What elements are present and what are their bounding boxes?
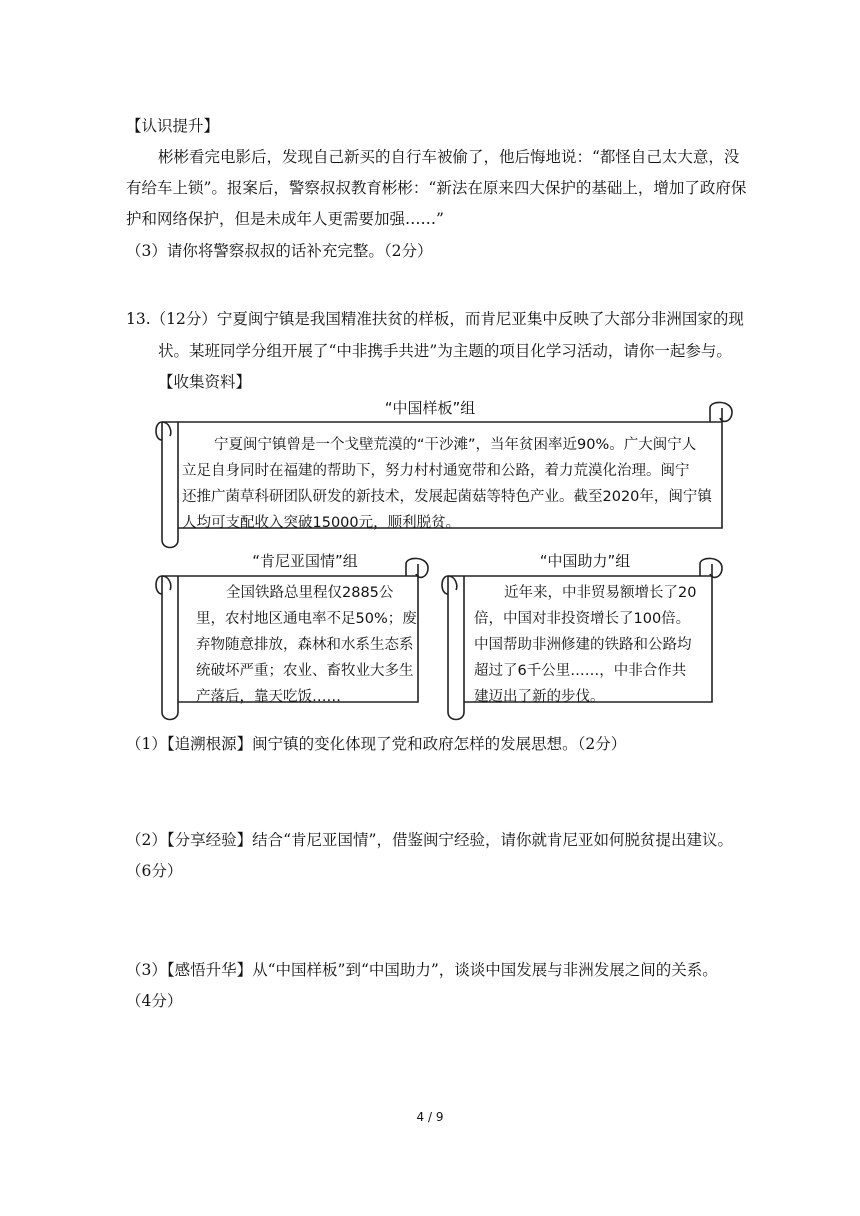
china-model-scroll-text	[182, 432, 712, 536]
kenya-scroll-title: “肯尼亚国情”组	[252, 552, 358, 570]
sub-question-1: （1）【追溯根源】闽宁镇的变化体现了党和政府怎样的发展思想。（2分）	[126, 735, 627, 753]
recognition-passage-line-2: 有给车上锁”。报案后，警察叔叔教育彬彬：“新法在原来四大保护的基础上，增加了政府保	[126, 179, 747, 197]
page-number: 4 / 9	[416, 1110, 444, 1124]
sub-question-2-line-1: （2）【分享经验】结合“肯尼亚国情”，借鉴闽宁经验，请你就肯尼亚如何脱贫提出建议。	[126, 831, 733, 849]
china-model-line-4: 人均可支配收入突破15000元，顺利脱贫。	[182, 515, 461, 531]
sub-question-3-line-1: （3）【感悟升华】从“中国样板”到“中国助力”，谈谈中国发展与非洲发展之间的关系。	[126, 961, 718, 979]
china-help-line-4: 超过了6千公里……，中非合作共	[474, 663, 687, 679]
sub-question-2-line-2: （6分）	[126, 862, 183, 880]
question-13-intro-line-2: 状。某班同学分组开展了“中非携手共进”为主题的项目化学习活动，请你一起参与。	[158, 342, 732, 360]
china-help-line-5: 建迈出了新的步伐。	[474, 689, 605, 705]
china-model-line-3: 还推广菌草科研团队研发的新技术，发展起菌菇等特色产业。截至2020年，闽宁镇	[182, 489, 712, 505]
question-13-intro-line-1: 13.（12分）宁夏闽宁镇是我国精准扶贫的样板，而肯尼亚集中反映了大部分非洲国家的现	[126, 310, 744, 328]
china-model-line-2: 立足自身同时在福建的帮助下，努力村村通宽带和公路，着力荒漠化治理。闽宁	[182, 463, 690, 479]
sub-question-3-line-2: （4分）	[126, 992, 183, 1010]
china-help-line-3: 中国帮助非洲修建的铁路和公路均	[474, 637, 692, 653]
china-help-scroll-text	[474, 580, 696, 710]
kenya-line-4: 统破坏严重；农业、畜牧业大多生	[196, 663, 414, 679]
china-help-line-2: 倍，中国对非投资增长了100倍。	[474, 611, 691, 627]
china-model-scroll-title: “中国样板”组	[384, 399, 476, 417]
recognition-passage-line-3: 护和网络保护，但是未成年人更需要加强……”	[126, 210, 444, 228]
kenya-line-1: 全国铁路总里程仅2885公	[226, 585, 394, 601]
china-help-line-1: 近年来，中非贸易额增长了20	[504, 585, 697, 601]
china-help-scroll-title: “中国助力”组	[539, 552, 631, 570]
kenya-line-2: 里，农村地区通电率不足50%；废	[196, 611, 417, 627]
kenya-line-3: 弃物随意排放，森林和水系生态系	[196, 637, 414, 653]
china-model-line-1: 宁夏闽宁镇曾是一个戈壁荒漠的“干沙滩”，当年贫困率近90%。广大闽宁人	[214, 437, 697, 453]
kenya-scroll-text	[196, 580, 417, 710]
recognition-heading: 【认识提升】	[126, 117, 220, 135]
recognition-passage-line-1: 彬彬看完电影后，发现自己新买的自行车被偷了，他后悔地说：“都怪自己太大意，没	[158, 148, 740, 166]
collect-materials-heading: 【收集资料】	[158, 373, 252, 391]
kenya-line-5: 产落后，靠天吃饭……	[196, 689, 341, 705]
question-3-prompt: （3）请你将警察叔叔的话补充完整。（2分）	[126, 242, 433, 260]
